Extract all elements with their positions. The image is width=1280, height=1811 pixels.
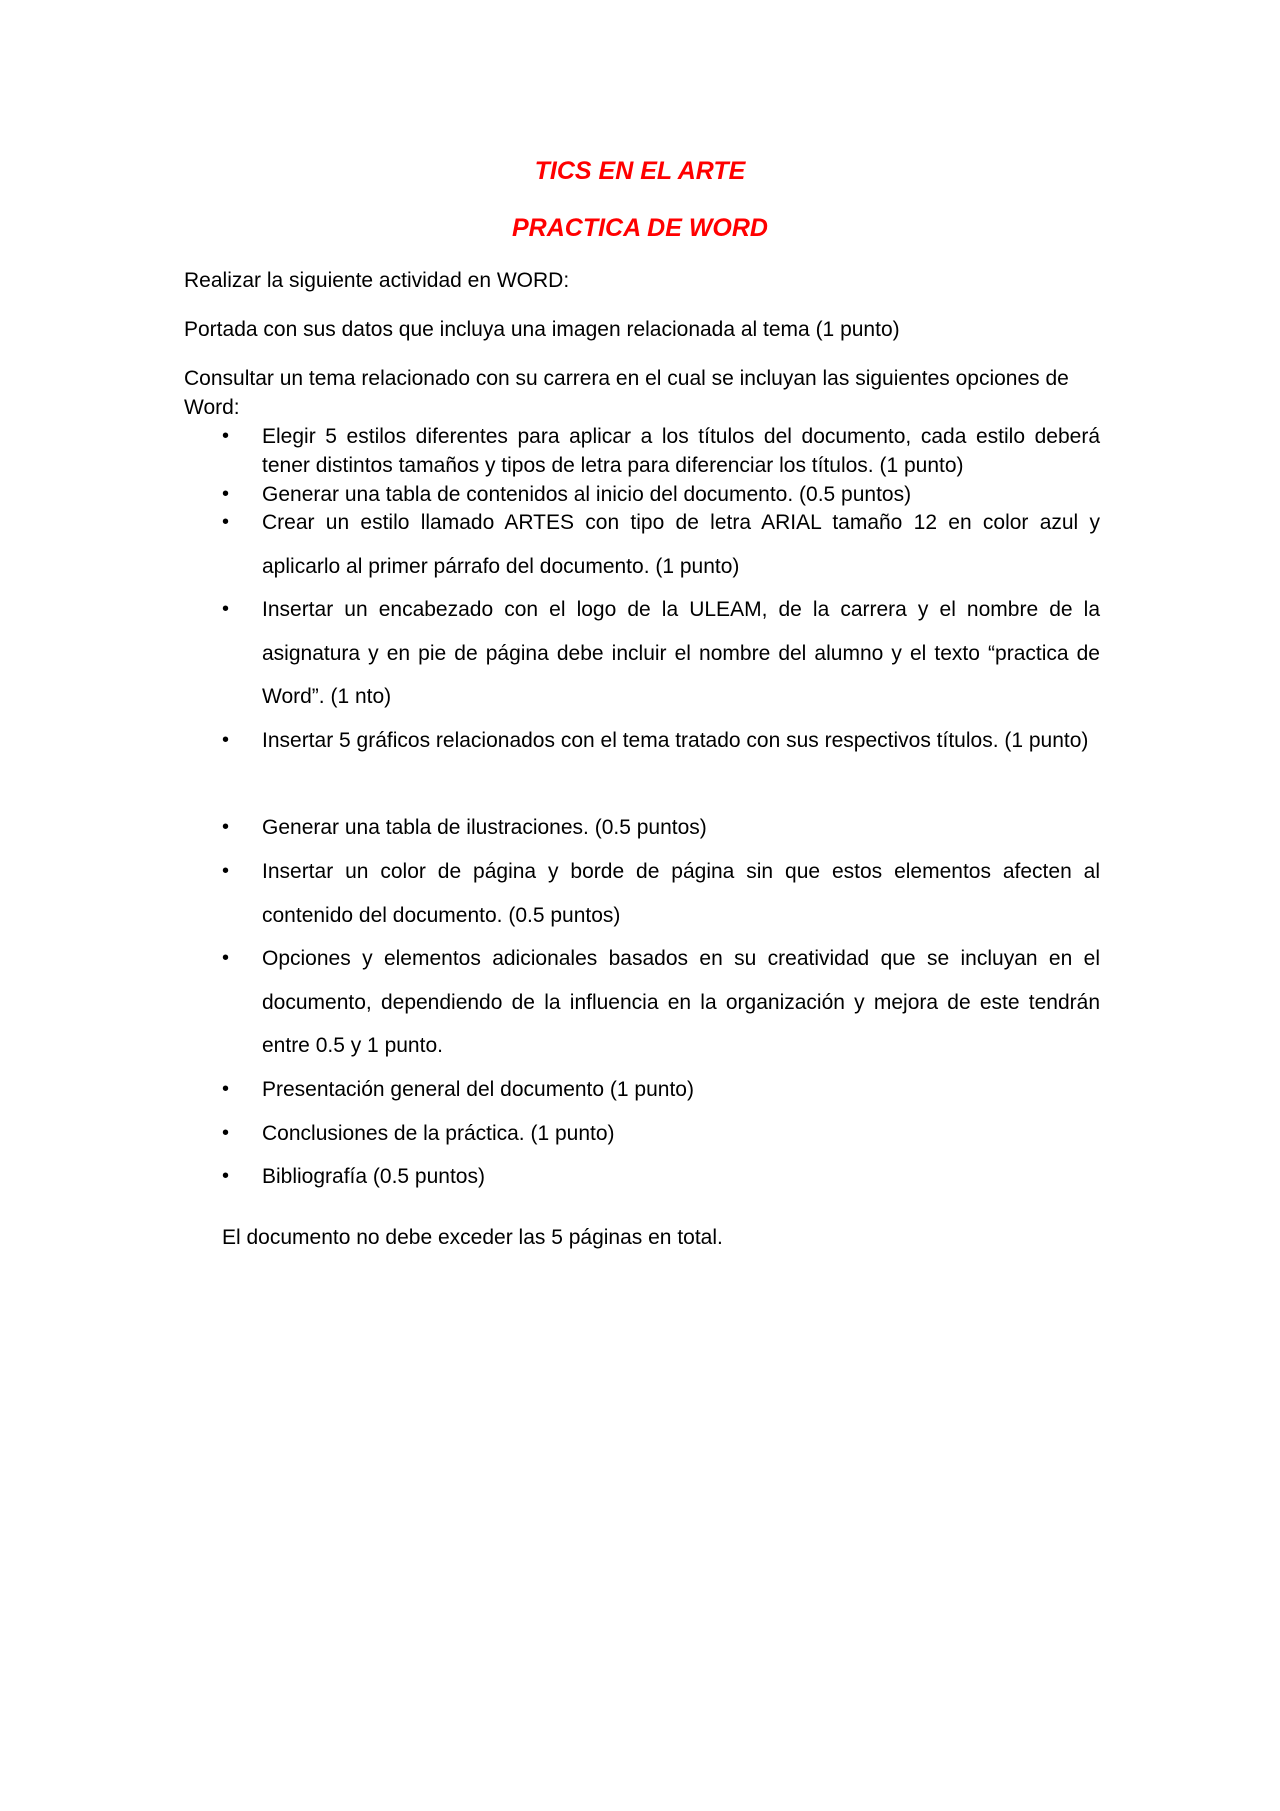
bullet-icon: • bbox=[222, 729, 230, 751]
list-item-text: Presentación general del documento (1 punto) bbox=[262, 1078, 694, 1101]
bullet-icon: • bbox=[222, 1078, 230, 1100]
bullet-icon: • bbox=[222, 1165, 230, 1187]
document-subtitle: PRACTICA DE WORD bbox=[511, 214, 768, 242]
list-item-text: Generar una tabla de ilustraciones. (0.5 puntos) bbox=[262, 816, 707, 839]
list-item-text: Insertar un encabezado con el logo de la ULEAM, de la carrera y el nombre de la asignatura y en pie de página debe incluir el nombre del alumno y el texto “practica de Word”. (1 nto) bbox=[262, 598, 1100, 708]
list-item-text: Bibliografía (0.5 puntos) bbox=[262, 1165, 485, 1188]
list-item-text: Conclusiones de la práctica. (1 punto) bbox=[262, 1122, 615, 1145]
bullet-icon: • bbox=[222, 947, 230, 969]
portada-paragraph: Portada con sus datos que incluya una imagen relacionada al tema (1 punto) bbox=[184, 318, 900, 341]
consultar-paragraph: Consultar un tema relacionado con su carrera en el cual se incluyan las siguientes opciones de Word: bbox=[184, 367, 1069, 419]
bullet-icon: • bbox=[222, 598, 230, 620]
bullet-icon: • bbox=[222, 860, 230, 882]
final-note: El documento no debe exceder las 5 páginas en total. bbox=[222, 1226, 723, 1249]
bullet-icon: • bbox=[222, 816, 230, 838]
list-item-text: Crear un estilo llamado ARTES con tipo de letra ARIAL tamaño 12 en color azul y aplicarlo al primer párrafo del documento. (1 punto) bbox=[262, 511, 1100, 578]
list-item-text: Opciones y elementos adicionales basados en su creatividad que se incluyan en el documento, dependiendo de la influencia en la organización y mejora de este tendrán entre 0.5 y 1 punto. bbox=[262, 947, 1100, 1057]
bullet-icon: • bbox=[222, 511, 230, 533]
document-title: TICS EN EL ARTE bbox=[534, 157, 746, 185]
list-item-text: Insertar 5 gráficos relacionados con el tema tratado con sus respectivos títulos. (1 punto) bbox=[262, 729, 1089, 752]
list-item-text: Insertar un color de página y borde de página sin que estos elementos afecten al contenido del documento. (0.5 puntos) bbox=[262, 860, 1100, 927]
bullet-icon: • bbox=[222, 425, 230, 447]
bullet-icon: • bbox=[222, 483, 230, 505]
intro-paragraph: Realizar la siguiente actividad en WORD: bbox=[184, 269, 570, 292]
list-item-text: Elegir 5 estilos diferentes para aplicar a los títulos del documento, cada estilo deberá tener distintos tamaños y tipos de letra para diferenciar los títulos. (1 punto) bbox=[262, 425, 1100, 477]
bullet-icon: • bbox=[222, 1122, 230, 1144]
list-item-text: Generar una tabla de contenidos al inicio del documento. (0.5 puntos) bbox=[262, 483, 912, 506]
